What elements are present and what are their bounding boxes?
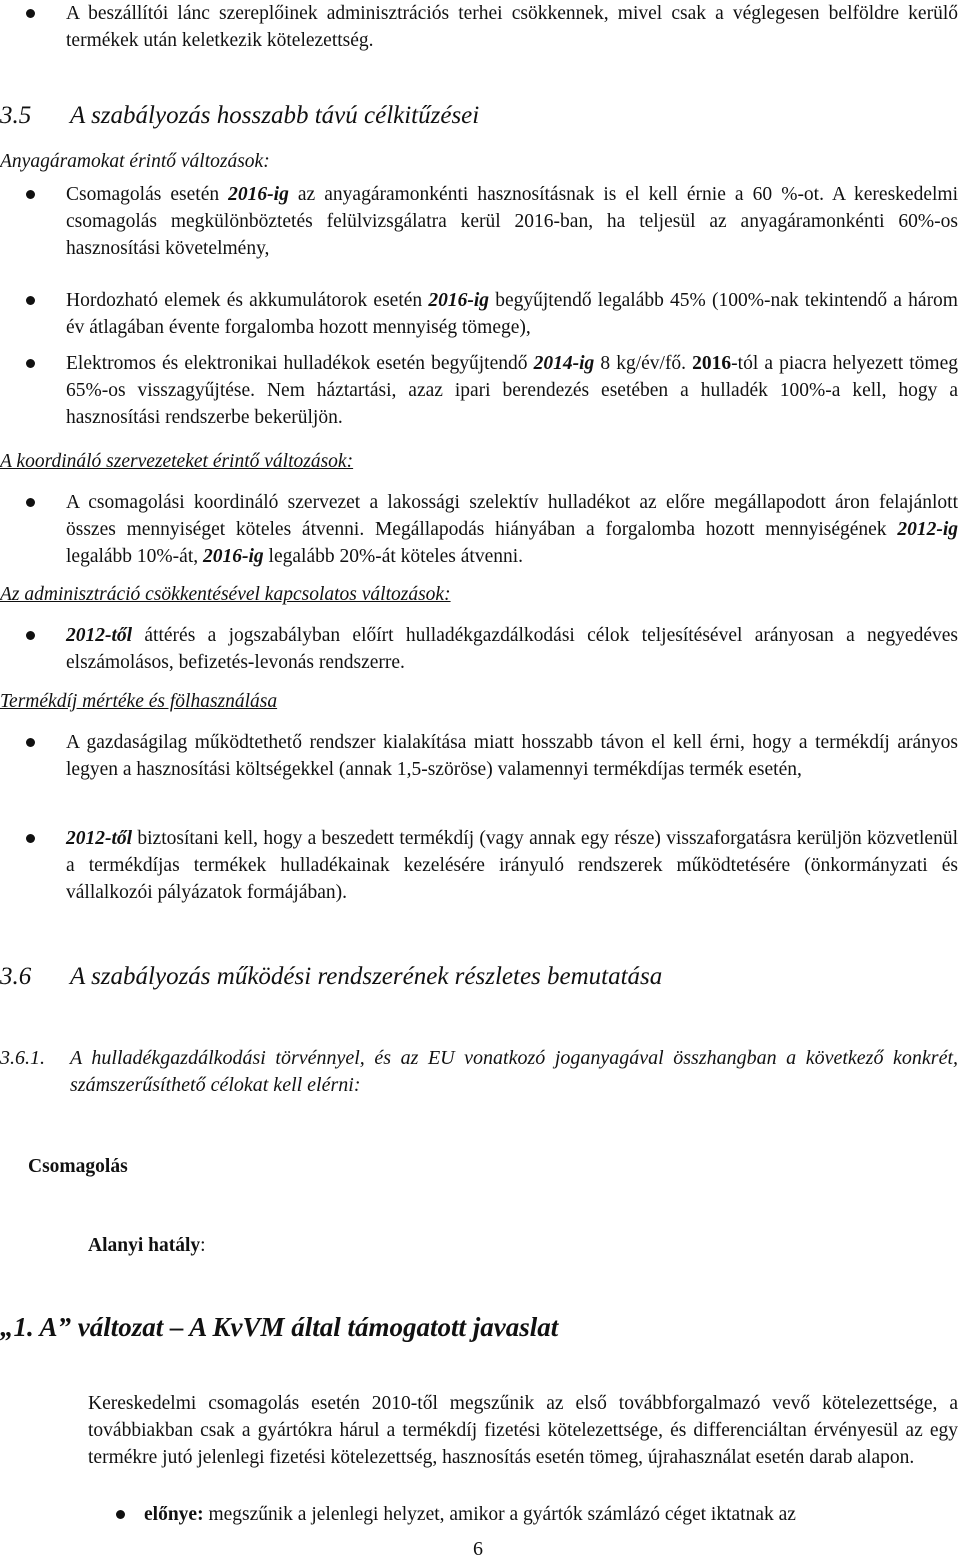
section-number-3-5: 3.5 [0,102,32,129]
section-number-3-6: 3.6 [0,963,32,990]
section-title-3-6-1: A hulladékgazdálkodási törvénnyel, és az EU vonatkozó joganyagával összhangban a következő konkrét, számszerűsíthető célokat kell elérni: [70,1047,958,1096]
bullet-text-packaging: Csomagolás esetén 2016-ig az anyagáramonkénti hasznosításnak is el kell érnie a 60 %-ot. A kereskedelmi csomagolás megkülönböztetés felülvizsgálatra kerül 2016-ban, ha teljesül az anyagáramonkénti 60%-os hasznosítási követelmény, [66,184,958,259]
bullet-text-electronics: Elektromos és elektronikai hulladékok esetén begyűjtendő 2014-ig 8 kg/év/fő. 2016-tól a piacra helyezett tömeg 65%-os visszagyűjtése. Nem háztartási, azaz ipari berendezés esetében a hulladék 100%-a kell, hogy a hasznosítási rendszerbe bekerüljön. [66,353,958,428]
subheading-coordinating-orgs: A koordináló szervezeteket érintő változások: [0,451,354,472]
subheading-product-fee: Termékdíj mértéke és fölhasználása [0,691,278,712]
section-number-3-6-1: 3.6.1. [0,1047,45,1069]
section-title-3-5: A szabályozás hosszabb távú célkitűzései [70,102,480,129]
bullet-marker [26,359,35,368]
bullet-text-supply-chain: A beszállítói lánc szereplőinek adminisztrációs terhei csökkennek, mivel csak a véglegesen belföldre kerülő termékek után keletkezik kötelezettség. [66,3,958,51]
bullet-text-economic-system: A gazdaságilag működtethető rendszer kialakítása miatt hosszabb távon el kell érni, hogy a termékdíj arányos legyen a hasznosítási költségekkel (annak 1,5-szöröse) valamennyi termékdíjas termék esetén, [66,732,958,780]
bullet-text-coordinating-org: A csomagolási koordináló szervezet a lakossági szelektív hulladékot az előre megállapodott áron felajánlott összes mennyiséget köteles átvenni. Megállapodás hiányában a forgalomba hozott mennyiségének 2012-ig legalább 10%-át, 2016-ig legalább 20%-át köteles átvenni. [66,492,958,567]
bullet-marker [26,9,35,18]
section-title-3-6: A szabályozás működési rendszerének részletes bemutatása [70,963,663,990]
bullet-marker [26,498,35,507]
page-number: 6 [473,1538,483,1560]
bullet-text-reinvest-fee: 2012-től biztosítani kell, hogy a beszedett termékdíj (vagy annak egy része) visszaforgatásra kerüljön közvetlenül a termékdíjas termékek hulladékainak kezelésére irányuló rendszerek működtetésére (önkormányzati és vállalkozói pályázatok formájában). [66,828,958,903]
bullet-marker [26,190,35,199]
bullet-marker [26,296,35,305]
bullet-text-advantage: előnye: megszűnik a jelenlegi helyzet, amikor a gyártók számlázó céget iktatnak az [144,1504,796,1525]
bullet-marker [26,738,35,747]
variant-heading: „1. A” változat – A KvVM által támogatott javaslat [0,1312,559,1342]
subheading-material-flows: Anyagáramokat érintő változások: [0,151,270,172]
bullet-marker [26,631,35,640]
subheading-administration: Az adminisztráció csökkentésével kapcsolatos változások: [0,584,451,605]
bullet-text-settlement: 2012-től áttérés a jogszabályban előírt hulladékgazdálkodási célok teljesítésével arányosan a negyedéves elszámolásos, befizetés-levonás rendszerre. [66,625,958,673]
heading-personal-scope: Alanyi hatály: [88,1235,206,1256]
heading-packaging: Csomagolás [28,1156,128,1177]
bullet-marker [26,834,35,843]
bullet-text-batteries: Hordozható elemek és akkumulátorok esetén 2016-ig begyűjtendő legalább 45% (100%-nak tekintendő a három év átlagában évente forgalomba hozott mennyiség tömege), [66,290,958,338]
bullet-marker [116,1510,125,1519]
paragraph-commercial-packaging: Kereskedelmi csomagolás esetén 2010-től megszűnik az első továbbforgalmazó vevő kötelezettsége, a továbbiakban csak a gyártókra hárul a termékdíj fizetési kötelezettsége, és differenciáltan érvényesül az egy termékre jutó jelenlegi fizetési kötelezettség, hasznosítás esetén tömeg, újrahasználat esetén darab alapon. [88,1393,958,1468]
